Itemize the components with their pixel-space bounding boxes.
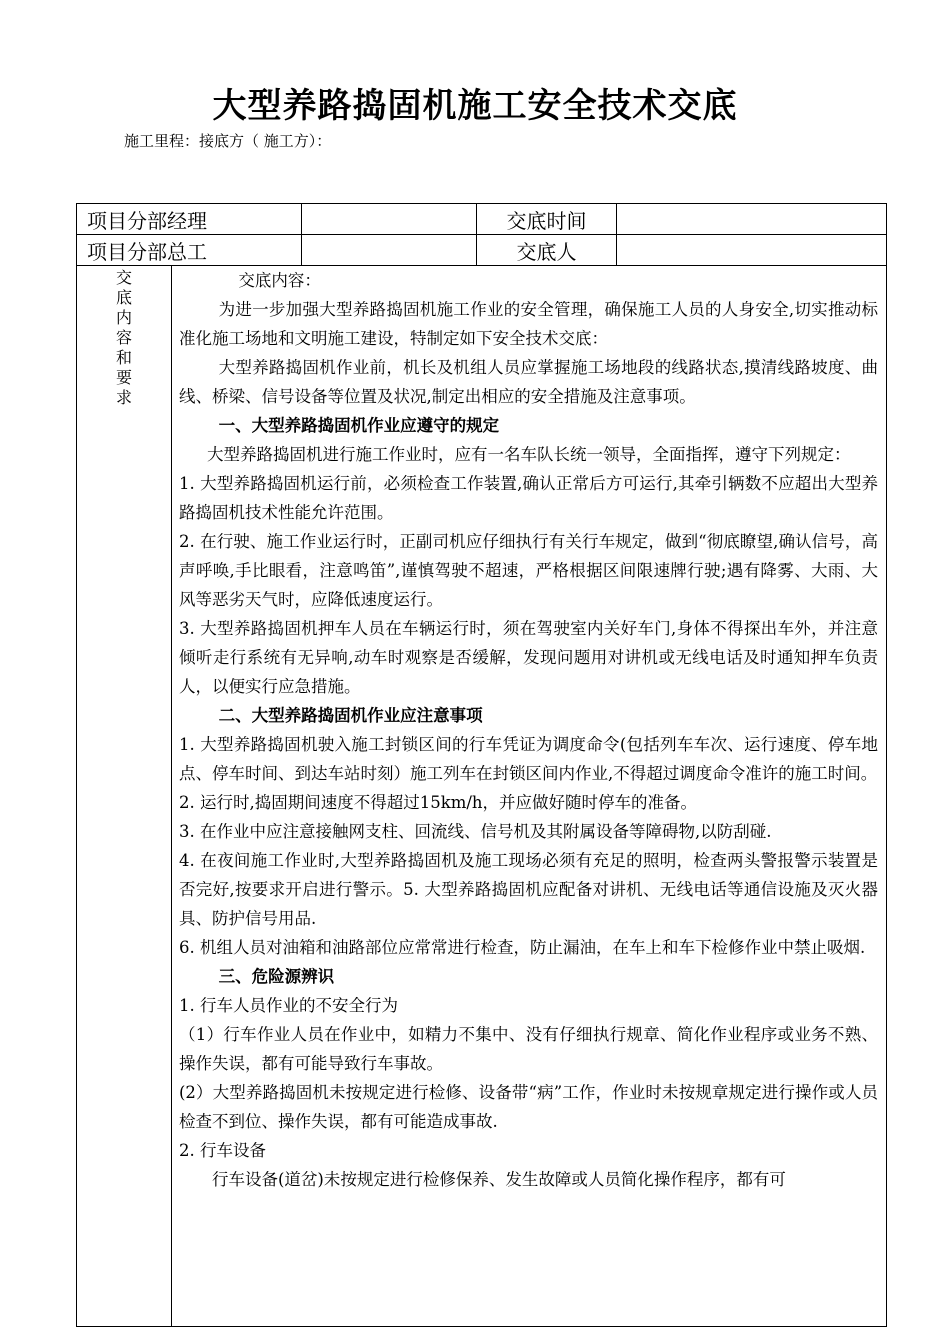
section3-item-1-sub-2: (2）大型养路捣固机未按规定进行检修、设备带“病”工作，作业时未按规章规定进行操作或人员检查不到位、操作失误，都有可能造成事故. <box>179 1083 878 1131</box>
section1-item-1: 1. 大型养路捣固机运行前，必须检查工作装置,确认正常后方可运行,其牵引辆数不应超出大型养路捣固机技术性能允许范围。 <box>179 474 878 522</box>
paragraph-purpose: 为进一步加强大型养路捣固机施工作业的安全管理，确保施工人员的人身安全,切实推动标准化施工场地和文明施工建设，特制定如下安全技术交底： <box>179 300 878 348</box>
section-heading-1: 一、大型养路捣固机作业应遵守的规定 <box>218 416 500 435</box>
content-side-label-cell <box>77 266 172 1327</box>
section3-item-2-text: 行车设备(道岔)未按规定进行检修保养、发生故障或人员简化操作程序，都有可 <box>212 1170 786 1189</box>
document-title: 大型养路捣固机施工安全技术交底 <box>212 86 738 126</box>
manager-row <box>77 204 887 235</box>
handover-person-label: 交底人 <box>477 235 617 266</box>
manager-value-field[interactable] <box>302 204 477 235</box>
handover-person-value-field[interactable] <box>617 235 887 266</box>
section3-item-1-sub-1: （1）行车作业人员在作业中，如精力不集中、没有仔细执行规章、简化作业程序或业务不熟、操作失误，都有可能导致行车事故。 <box>179 1025 878 1073</box>
content-side-label: 交底内容和要求 <box>115 268 132 407</box>
chief-engineer-value-field[interactable] <box>302 235 477 266</box>
section3-item-2: 2. 行车设备 <box>179 1141 266 1160</box>
content-body <box>172 266 887 1327</box>
section-heading-2: 二、大型养路捣固机作业应注意事项 <box>218 706 483 725</box>
construction-info-line: 施工里程：接底方（ 施工方）： <box>124 132 332 150</box>
handover-time-label: 交底时间 <box>477 204 617 235</box>
content-row <box>77 266 887 1327</box>
section-heading-3: 三、危险源辨识 <box>218 967 335 986</box>
section2-item-3: 3. 在作业中应注意接触网支柱、回流线、信号机及其附属设备等障碍物,以防刮碰. <box>179 822 772 841</box>
section2-item-4-5: 4. 在夜间施工作业时,大型养路捣固机及施工现场必须有充足的照明，检查两头警报警示装置是否完好,按要求开启进行警示。5. 大型养路捣固机应配备对讲机、无线电话等通信设施及灭火器具、防护信号用品. <box>179 851 878 928</box>
chief-engineer-row <box>77 235 887 266</box>
handover-form-table <box>76 203 887 1327</box>
section1-item-2: 2. 在行驶、施工作业运行时，正副司机应仔细执行有关行车规定，做到“彻底瞭望,确认信号，高声呼唤,手比眼看，注意鸣笛”,谨慎驾驶不超速，严格根据区间限速牌行驶;遇有降雾、大雨、大风等恶劣天气时，应降低速度运行。 <box>179 532 878 609</box>
section2-item-2: 2. 运行时,捣固期间速度不得超过15km/h，并应做好随时停车的准备。 <box>179 793 698 812</box>
manager-label: 项目分部经理 <box>77 204 302 235</box>
section3-item-1: 1. 行车人员作业的不安全行为 <box>179 996 398 1015</box>
handover-time-value-field[interactable] <box>617 204 887 235</box>
chief-engineer-label: 项目分部总工 <box>77 235 302 266</box>
section2-item-6: 6. 机组人员对油箱和油路部位应常常进行检查，防止漏油，在车上和车下检修作业中禁止吸烟. <box>179 938 866 957</box>
section1-intro: 大型养路捣固机进行施工作业时，应有一名车队长统一领导，全面指挥，遵守下列规定： <box>207 445 851 464</box>
paragraph-preparation: 大型养路捣固机作业前，机长及机组人员应掌握施工场地段的线路状态,摸清线路坡度、曲线、桥梁、信号设备等位置及状况,制定出相应的安全措施及注意事项。 <box>179 358 878 406</box>
section1-item-3: 3. 大型养路捣固机押车人员在车辆运行时，须在驾驶室内关好车门,身体不得探出车外，并注意倾听走行系统有无异响,动车时观察是否缓解，发现问题用对讲机或无线电话及时通知押车负责人，以便实行应急措施。 <box>179 619 878 696</box>
intro-label: 交底内容： <box>238 271 321 290</box>
section2-item-1: 1. 大型养路捣固机驶入施工封锁区间的行车凭证为调度命令(包括列车车次、运行速度、停车地点、停车时间、到达车站时刻）施工列车在封锁区间内作业,不得超过调度命令准许的施工时间。 <box>179 735 878 783</box>
